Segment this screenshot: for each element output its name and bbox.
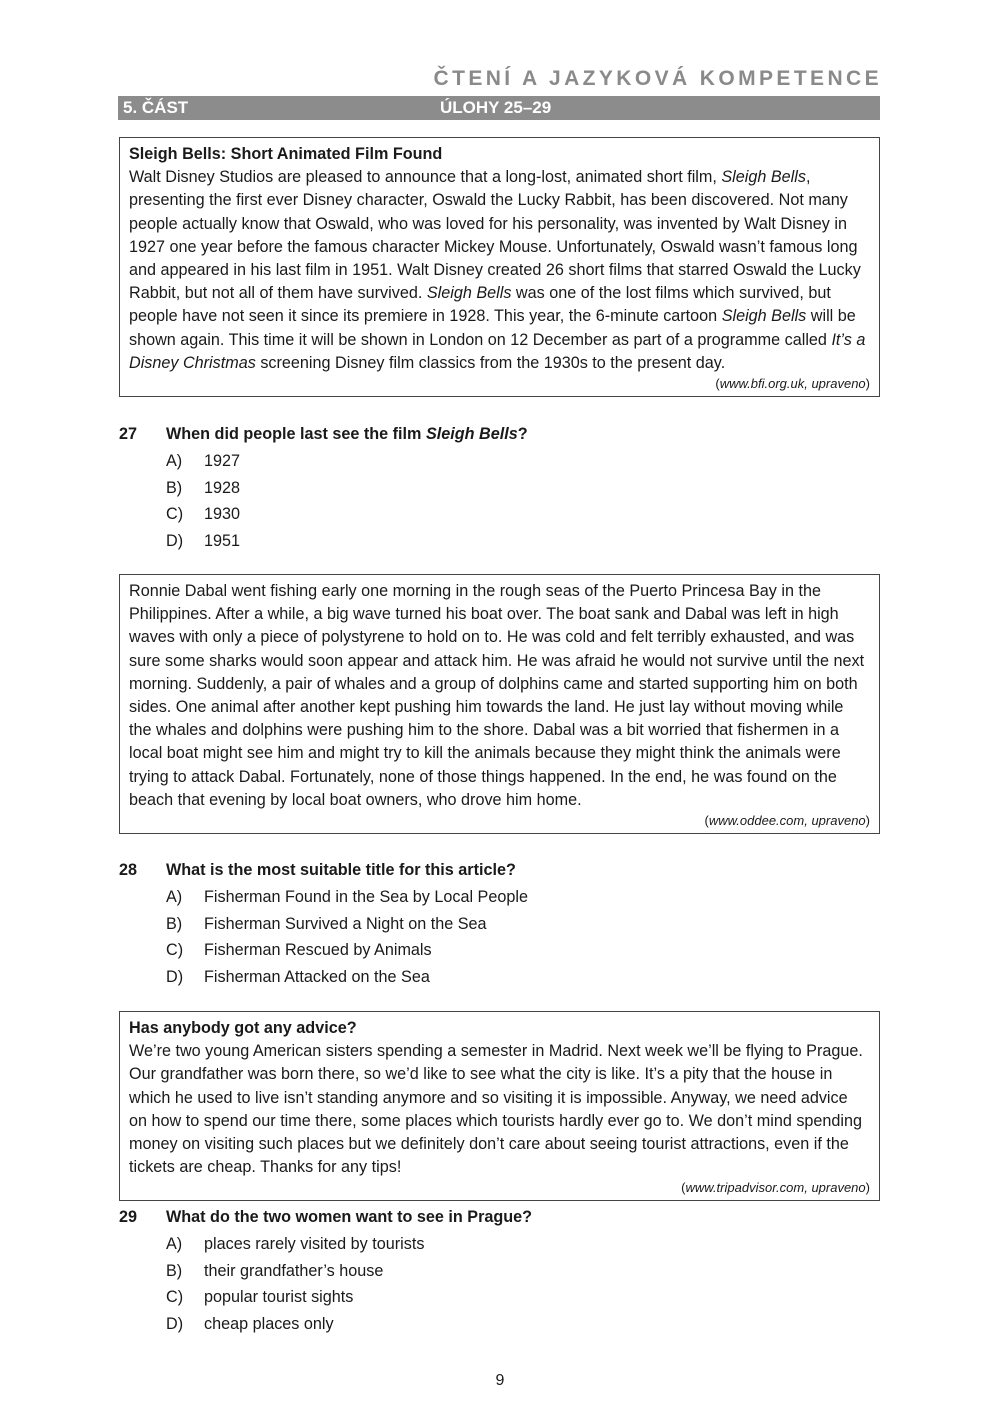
article-dabal [119,574,880,834]
options-29 [166,1235,866,1341]
page-number: 9 [495,1372,505,1389]
options-28 [166,888,866,994]
option-c[interactable]: C) Fisherman Rescued by Animals [166,941,432,959]
article-body: We’re two young American sisters spending a semester in Madrid. Next week we’ll be flying to Prague. Our grandfather was born there, so we’d like to see what the city is like. It’s a pity that the house in which he used to live isn’t standing anymore and so visiting it is impossible. Anyway, we need advice on how to spend our time there, some places which tourists hardly ever go to. We don’t mind spending money on visiting such places but we definitely don’t care about seeing tourist attractions, even if the tickets are cheap. Thanks for any tips! [129,1042,863,1177]
section-title: ČTENÍ A JAZYKOVÁ KOMPETENCE [433,67,882,90]
option-b[interactable]: B) Fisherman Survived a Night on the Sea [166,914,487,933]
article-title: Has anybody got any advice? [129,1019,357,1037]
option-c[interactable]: C) popular tourist sights [166,1288,354,1306]
option-a[interactable]: A) Fisherman Found in the Sea by Local People [166,888,528,906]
option-d[interactable]: D) Fisherman Attacked on the Sea [166,967,430,986]
question-number: 29 [119,1208,138,1226]
article-body: Walt Disney Studios are pleased to announce that a long-lost, animated short film, Sleigh Bells, presenting the first ever Disney character, Oswald the Lucky Rabbit, has been discovered. Not many people actually know that Oswald, who was loved for his personality, was invented by Walt Disney in 1927 one year before the famous character Mickey Mouse. Unfortunately, Oswald wasn’t famous long and appeared in his last film in 1951. Walt Disney created 26 short films that starred Oswald the Lucky Rabbit, but not all of them have survived. Sleigh Bells was one of the lost films which survived, but people have not seen it since its premiere in 1928. This year, the 6-minute cartoon Sleigh Bells will be shown again. This time it will be shown in London on 12 December as part of a programme called It’s a Disney Christmas screening Disney film classics from the 1930s to the present day. [129,168,866,372]
options-27 [166,452,866,558]
option-a[interactable]: A) 1927 [166,452,241,470]
article-advice [119,1011,880,1201]
option-b[interactable]: B) their grandfather’s house [166,1261,384,1280]
question-text: What do the two women want to see in Prague? [166,1208,533,1226]
question-text: What is the most suitable title for this article? [166,861,516,879]
question-text: When did people last see the film Sleigh Bells? [166,425,528,443]
article-source: (www.oddee.com, upraveno) [704,813,870,829]
option-d[interactable]: D) cheap places only [166,1314,334,1333]
article-body: Ronnie Dabal went fishing early one morning in the rough seas of the Puerto Princesa Bay in the Philippines. After a while, a big wave turned his boat over. The boat sank and Dabal was left in high waves with only a piece of polystyrene to hold on to. He was cold and felt terribly exhausted, and was sure some sharks would soon appear and attack him. He was afraid he would not survive until the next morning. Suddenly, a pair of whales and a group of dolphins came and started supporting him on both sides. One animal after another kept pushing him towards the land. He just lay without moving while the whales and dolphins were pushing him to the shore. Dabal was a bit worried that fishermen in a local boat might see him and might try to kill the animals because they might think the animals were trying to attack Dabal. Fortunately, none of those things happened. In the end, he was found on the beach that evening by local boat owners, who drove him home. [129,582,865,809]
option-a[interactable]: A) places rarely visited by tourists [166,1235,425,1253]
tasks-label: ÚLOHY 25–29 [440,98,552,117]
part-header-bar [118,96,880,120]
question-number: 28 [119,861,138,879]
option-d[interactable]: D) 1951 [166,531,241,550]
option-b[interactable]: B) 1928 [166,478,241,497]
article-title: Sleigh Bells: Short Animated Film Found [129,145,443,163]
option-c[interactable]: C) 1930 [166,505,241,523]
article-sleigh-bells [119,137,880,397]
article-source: (www.bfi.org.uk, upraveno) [715,376,870,392]
article-source: (www.tripadvisor.com, upraveno) [681,1180,870,1196]
part-label: 5. ČÁST [123,98,189,117]
question-number: 27 [119,425,138,443]
